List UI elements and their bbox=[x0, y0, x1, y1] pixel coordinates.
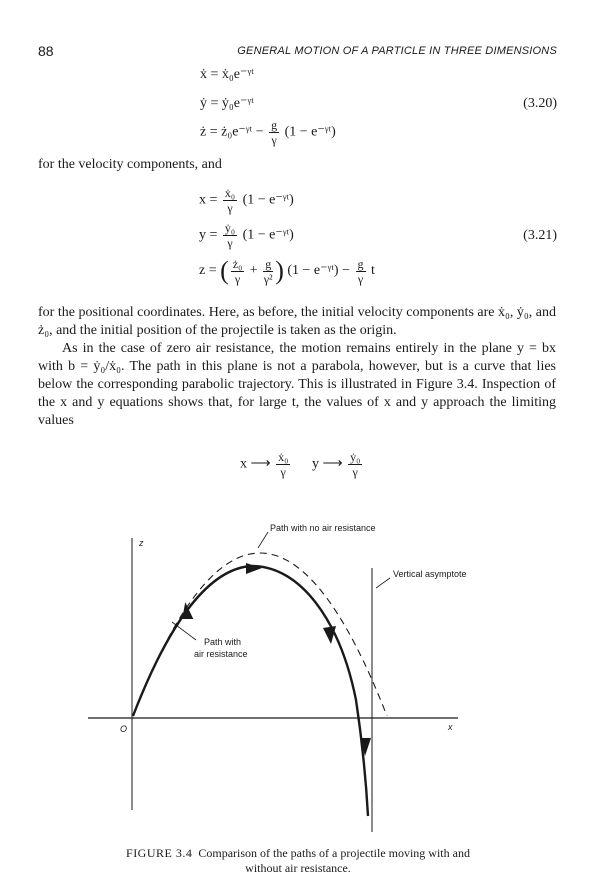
equation-xdot: ẋ = ẋ₀e⁻ᵞᵗ bbox=[200, 67, 254, 82]
label-path-no-air-resistance: Path with no air resistance bbox=[270, 523, 376, 533]
fraction-denominator: γ bbox=[357, 271, 364, 286]
axis-label-z: z bbox=[139, 538, 144, 548]
fraction-denominator: γ bbox=[227, 201, 233, 215]
fraction-numerator: g bbox=[357, 256, 364, 271]
leader-no-air bbox=[258, 532, 268, 548]
fraction-numerator: ż₀ bbox=[232, 256, 243, 271]
fraction-denominator: γ bbox=[234, 271, 241, 286]
fraction-numerator: ẋ₀ bbox=[278, 450, 289, 464]
fraction-denominator: γ bbox=[352, 465, 358, 479]
equation-zdot-lhs: ż = ż₀e⁻ᵞᵗ − bbox=[200, 124, 264, 140]
equation-y-rhs: (1 − e⁻ᵞᵗ) bbox=[242, 227, 294, 243]
label-path-with-air-line1: Path with bbox=[204, 637, 242, 647]
equation-zdot-rhs: (1 − e⁻ᵞᵗ) bbox=[284, 124, 336, 140]
equation-number-320: (3.20) bbox=[523, 96, 557, 111]
label-path-with-air-line2: air resistance bbox=[194, 649, 248, 659]
paragraph-positional: for the positional coordinates. Here, as before, the initial velocity components are ẋ₀, ẏ₀, and ż₀, and the initial position of the projectile is taken as the origin. bbox=[38, 305, 556, 338]
fraction-numerator: ẏ₀ bbox=[224, 221, 236, 235]
axis-label-x: x bbox=[448, 722, 453, 732]
limit-y-lhs: y ⟶ bbox=[312, 456, 343, 472]
equation-z-mid: (1 − e⁻ᵞᵗ) − bbox=[287, 263, 350, 279]
caption-figure-label: FIGURE 3.4 bbox=[126, 846, 193, 860]
arrow-apex bbox=[246, 563, 262, 574]
fraction-denominator: γ² bbox=[263, 271, 273, 286]
equation-z-t: t bbox=[371, 263, 375, 279]
paren-close: ) bbox=[275, 256, 284, 285]
path-with-air-resistance bbox=[133, 566, 368, 816]
caption-line2: without air resistance. bbox=[245, 861, 351, 875]
equation-ydot: ẏ = ẏ₀e⁻ᵞᵗ bbox=[200, 96, 254, 111]
fraction-denominator: γ bbox=[271, 133, 277, 147]
caption-line1 bbox=[88, 846, 508, 861]
text-velocity-components: for the velocity components, and bbox=[38, 157, 222, 172]
fraction-numerator: ẋ₀ bbox=[224, 186, 236, 200]
equation-x-lhs: x = bbox=[199, 192, 218, 208]
fraction-numerator: g bbox=[271, 118, 278, 132]
leader-air-resistance bbox=[172, 622, 196, 640]
limit-x-lhs: x ⟶ bbox=[240, 456, 271, 472]
page-number: 88 bbox=[38, 43, 54, 59]
label-vertical-asymptote: Vertical asymptote bbox=[393, 569, 467, 579]
equation-number-321: (3.21) bbox=[523, 228, 557, 243]
fraction-denominator: γ bbox=[227, 236, 233, 250]
leader-vertical-asymptote bbox=[376, 578, 390, 588]
equation-y-lhs: y = bbox=[199, 227, 218, 243]
fraction-numerator: ẏ₀ bbox=[350, 450, 361, 464]
plus-sign: + bbox=[249, 263, 258, 279]
figure-caption bbox=[88, 846, 508, 876]
equation-x-rhs: (1 − e⁻ᵞᵗ) bbox=[242, 192, 294, 208]
paragraph-air-resistance: As in the case of zero air resistance, the motion remains entirely in the plane y = bx with b = ẏ₀/ẋ₀. The path in this plane is not a parabola, however, but is a curve that lies below the corresponding parabolic trajectory. This is illustrated in Figure 3.4. Inspection of the x and y equations shows that, for large t, the values of x and y approach the limiting values bbox=[38, 341, 556, 428]
origin-label: O bbox=[120, 724, 128, 734]
paren-open: ( bbox=[220, 256, 229, 285]
caption-text-line1: Comparison of the paths of a projectile moving with and bbox=[198, 846, 470, 860]
equation-z-lhs: z = bbox=[199, 263, 217, 279]
running-title: GENERAL MOTION OF A PARTICLE IN THREE DIMENSIONS bbox=[237, 45, 557, 57]
fraction-numerator: g bbox=[265, 256, 272, 271]
fraction-denominator: γ bbox=[280, 465, 286, 479]
